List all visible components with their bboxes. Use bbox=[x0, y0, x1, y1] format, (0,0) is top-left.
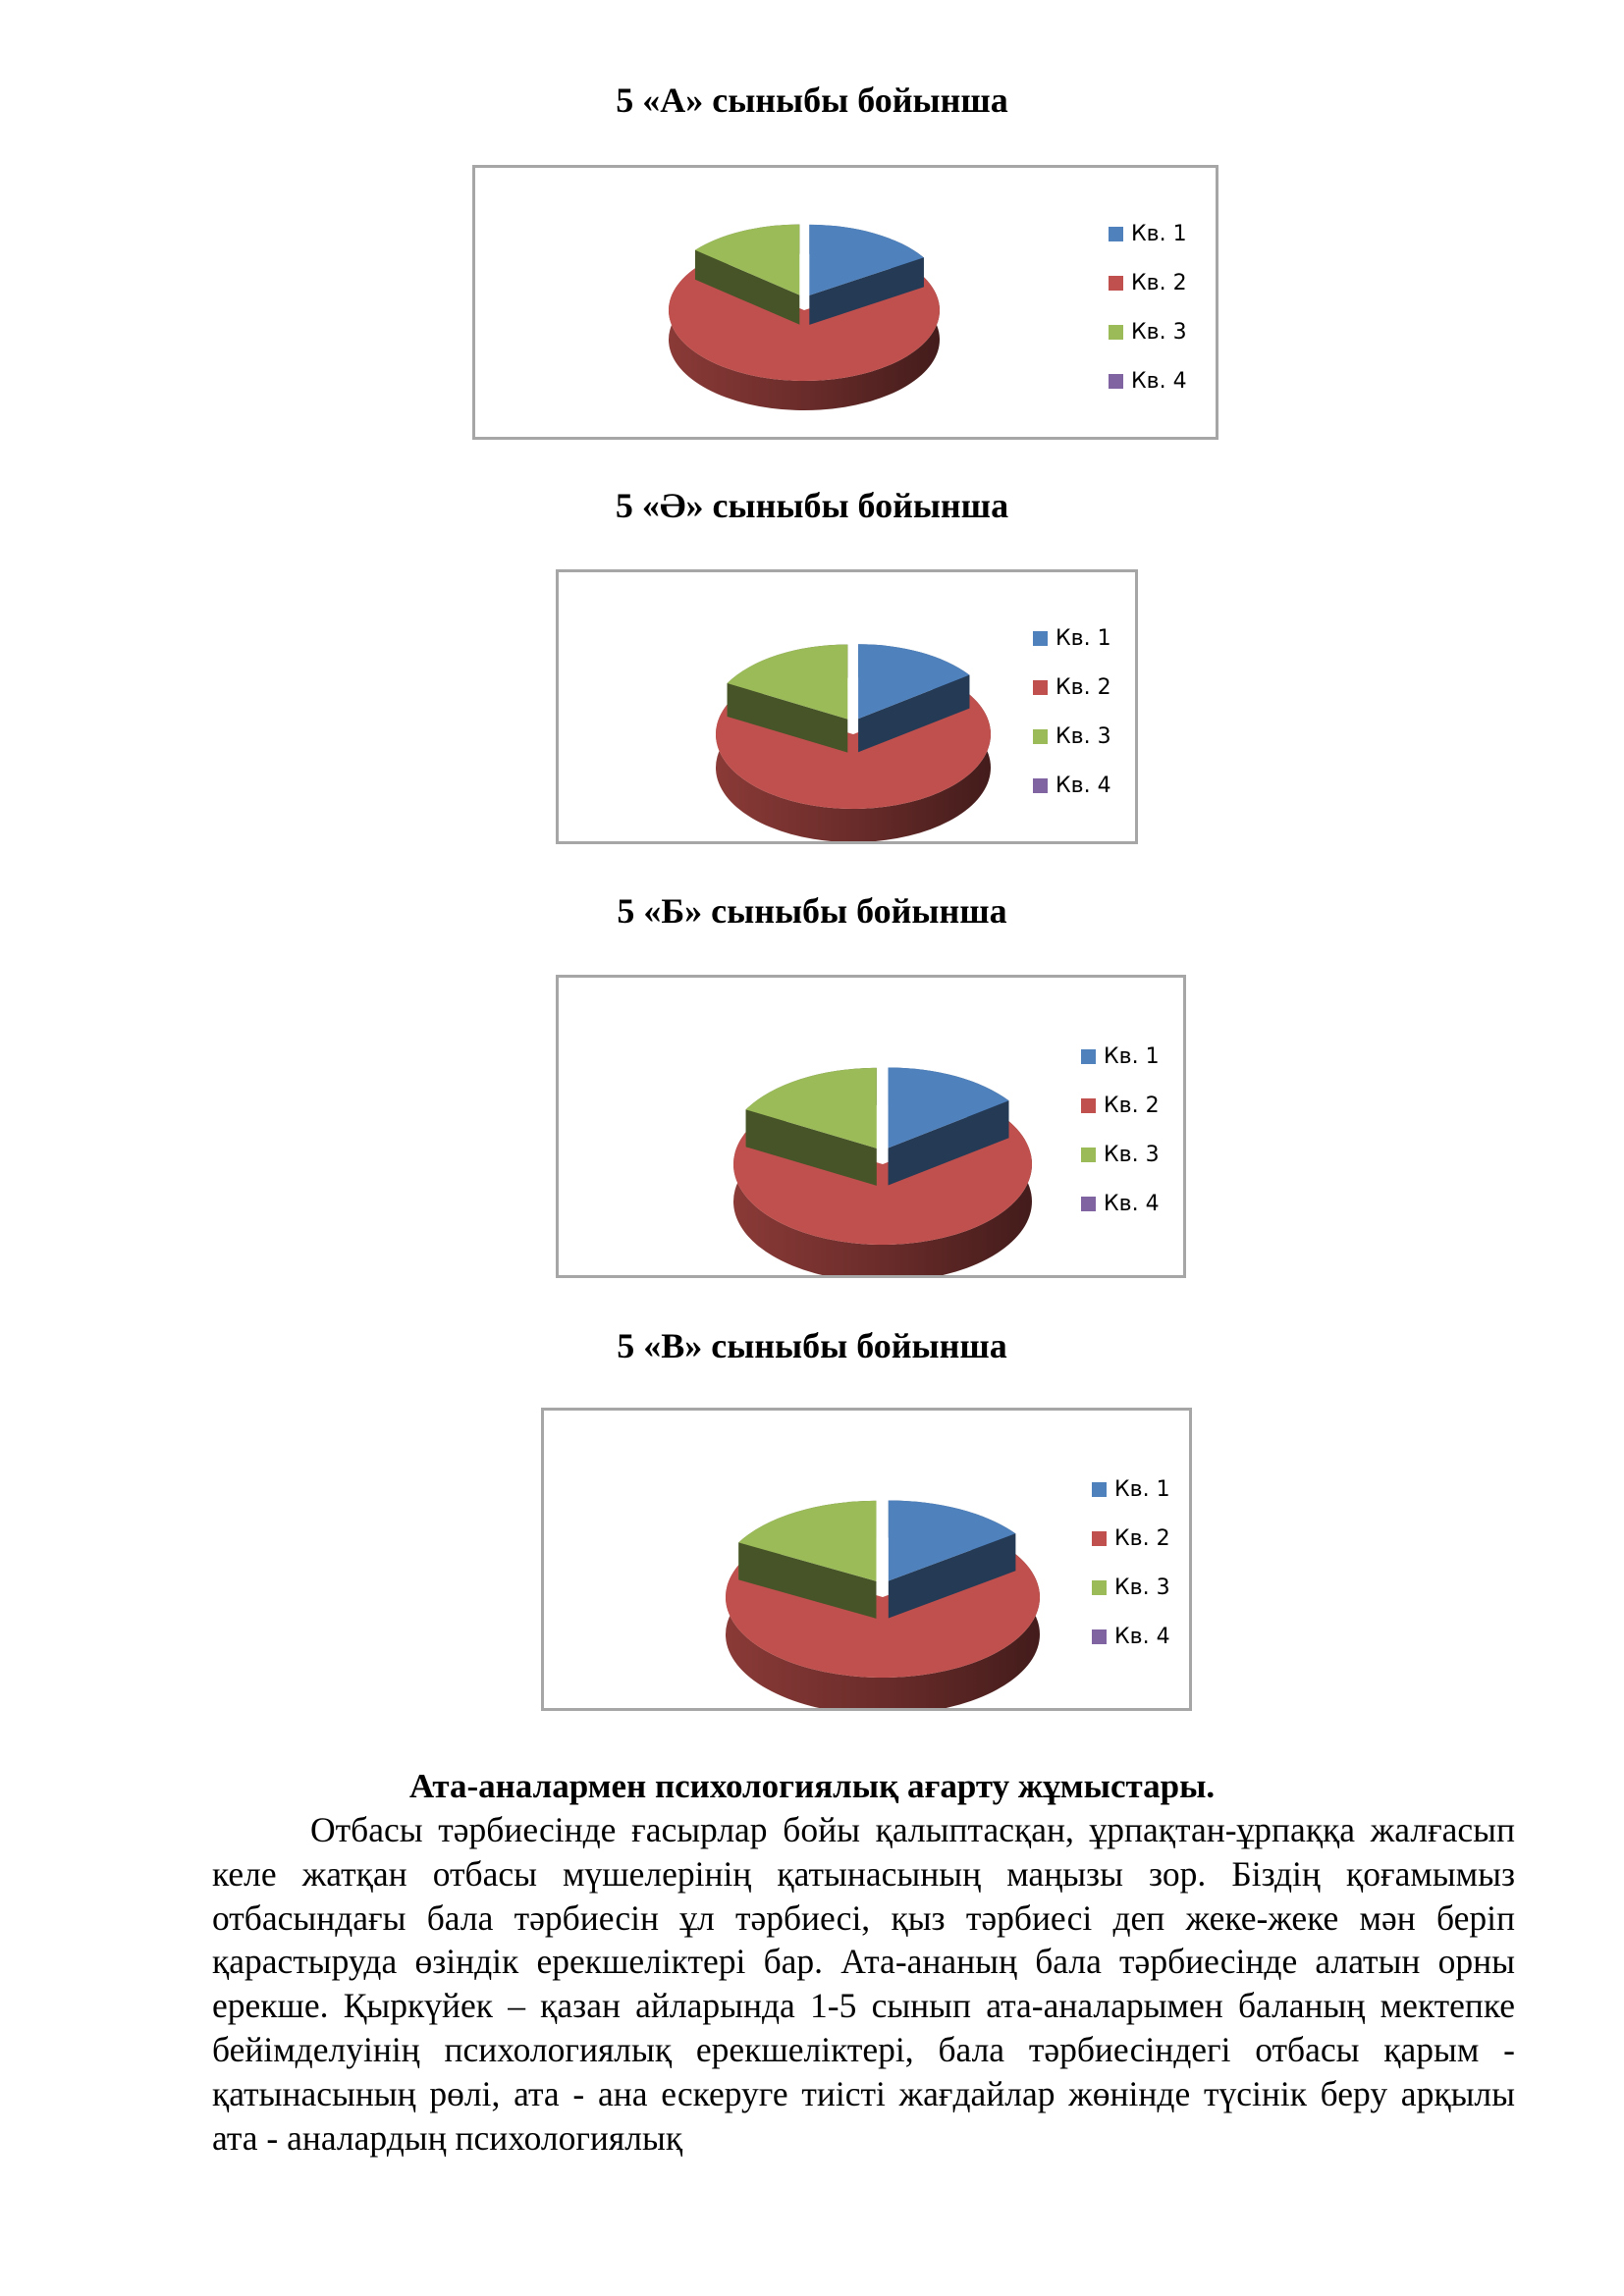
legend-label: Кв. 4 bbox=[1104, 1191, 1160, 1216]
legend-label: Кв. 3 bbox=[1104, 1142, 1160, 1167]
legend-label: Кв. 1 bbox=[1131, 221, 1187, 246]
legend-label: Кв. 2 bbox=[1104, 1093, 1160, 1118]
body-text bbox=[212, 1808, 1515, 2160]
legend-swatch bbox=[1109, 227, 1123, 241]
legend-item bbox=[1109, 258, 1187, 307]
legend-item bbox=[1033, 761, 1111, 810]
legend-swatch bbox=[1092, 1580, 1107, 1595]
legend-item bbox=[1081, 1130, 1160, 1179]
legend-label: Кв. 4 bbox=[1114, 1624, 1170, 1649]
legend-item bbox=[1092, 1514, 1170, 1563]
legend-swatch bbox=[1092, 1531, 1107, 1546]
legend-swatch bbox=[1092, 1482, 1107, 1497]
legend-label: Кв. 4 bbox=[1131, 368, 1187, 394]
chart-legend bbox=[1033, 614, 1111, 810]
legend-swatch bbox=[1109, 276, 1123, 291]
legend-swatch bbox=[1109, 325, 1123, 340]
legend-label: Кв. 1 bbox=[1114, 1476, 1170, 1502]
legend-item bbox=[1092, 1612, 1170, 1661]
legend-swatch bbox=[1033, 778, 1048, 793]
body-paragraph: Отбасы тәрбиесінде ғасырлар бойы қалыптасқан, ұрпақтан-ұрпаққа жалғасып келе жатқан отбасы мүшелерінің қатынасының маңызы зор. Біздің қоғамымыз отбасындағы бала тәрбиесін ұл тәрбиесі, қыз тәрбиесі деп жеке-жеке мән беріп қарастыруда өзіндік ерекшеліктері бар. Ата-ананың бала тәрбиесінде алатын орны ерекше. Қыркүйек – қазан айларында 1-5 сынып ата-аналарымен баланың мектепке бейімделуінің психологиялық ерекшеліктері, бала тәрбиесіндегі отбасы қарым - қатынасының рөлі, ата - ана ескеруге тиісті жағдайлар жөнінде түсінік беру арқылы ата - аналардың психологиялық bbox=[212, 1810, 1515, 2158]
pie-chart-5a bbox=[472, 165, 1218, 440]
chart-legend bbox=[1109, 209, 1187, 405]
legend-item bbox=[1033, 712, 1111, 761]
chart-heading-5v: 5 «В» сыныбы бойынша bbox=[617, 1326, 1007, 1365]
chart-heading-5b: 5 «Б» сыныбы бойынша bbox=[617, 891, 1007, 931]
legend-label: Кв. 3 bbox=[1056, 723, 1111, 749]
legend-swatch bbox=[1033, 729, 1048, 744]
legend-item bbox=[1081, 1081, 1160, 1130]
legend-label: Кв. 1 bbox=[1104, 1043, 1160, 1069]
pie-svg bbox=[475, 168, 1216, 437]
chart-heading-5a: 5 «А» сыныбы бойынша bbox=[616, 80, 1008, 120]
chart-legend bbox=[1081, 1032, 1160, 1228]
legend-label: Кв. 2 bbox=[1056, 674, 1111, 700]
legend-item bbox=[1081, 1179, 1160, 1228]
legend-swatch bbox=[1033, 631, 1048, 646]
chart-heading-5ae: 5 «Ә» сыныбы бойынша bbox=[615, 486, 1009, 525]
pie-chart-5ae bbox=[556, 569, 1138, 844]
legend-swatch bbox=[1081, 1098, 1096, 1113]
legend-swatch bbox=[1092, 1629, 1107, 1644]
legend-item bbox=[1092, 1465, 1170, 1514]
pie-chart-5b bbox=[556, 975, 1186, 1278]
chart-legend bbox=[1092, 1465, 1170, 1661]
legend-item bbox=[1109, 356, 1187, 405]
legend-swatch bbox=[1081, 1197, 1096, 1211]
pie-chart-5v bbox=[541, 1408, 1192, 1711]
legend-item bbox=[1033, 663, 1111, 712]
legend-label: Кв. 2 bbox=[1114, 1525, 1170, 1551]
legend-item bbox=[1033, 614, 1111, 663]
legend-label: Кв. 1 bbox=[1056, 625, 1111, 651]
legend-label: Кв. 3 bbox=[1131, 319, 1187, 345]
legend-label: Кв. 4 bbox=[1056, 773, 1111, 798]
legend-label: Кв. 3 bbox=[1114, 1575, 1170, 1600]
legend-item bbox=[1109, 209, 1187, 258]
legend-swatch bbox=[1109, 374, 1123, 389]
legend-swatch bbox=[1081, 1049, 1096, 1064]
legend-swatch bbox=[1081, 1148, 1096, 1162]
legend-item bbox=[1081, 1032, 1160, 1081]
legend-swatch bbox=[1033, 680, 1048, 695]
legend-item bbox=[1109, 307, 1187, 356]
legend-label: Кв. 2 bbox=[1131, 270, 1187, 295]
legend-item bbox=[1092, 1563, 1170, 1612]
section-title: Ата-аналармен психологиялық ағарту жұмыстары. bbox=[408, 1767, 1216, 1805]
